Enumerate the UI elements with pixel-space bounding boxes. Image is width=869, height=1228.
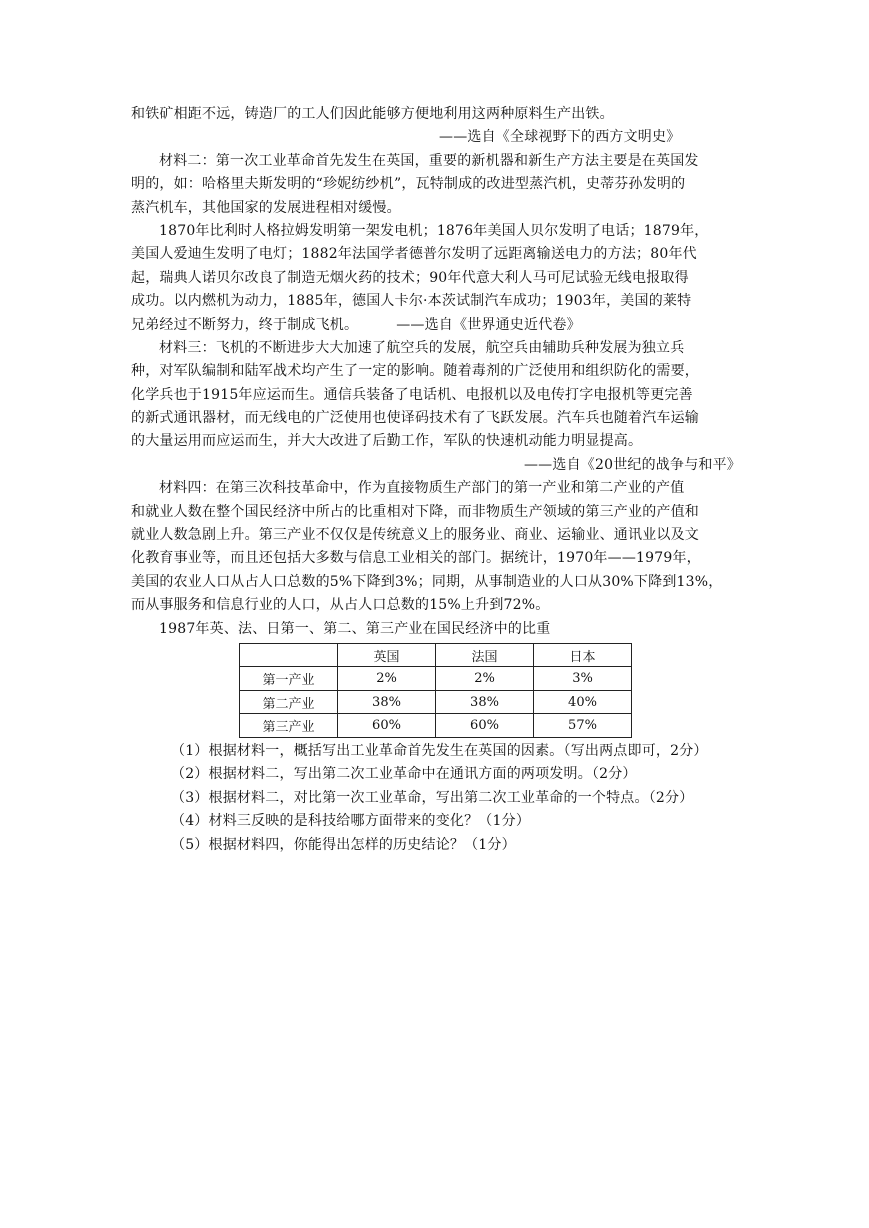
- material4-line: 材料四：在第三次科技革命中，作为直接物质生产部门的第一产业和第二产业的产值: [159, 480, 685, 497]
- material4-line: 就业人数急剧上升。第三产业不仅仅是传统意义上的服务业、商业、运输业、通讯业以及文: [131, 527, 699, 544]
- table-cell: 38%: [338, 690, 436, 714]
- material2-line: 材料二：第一次工业革命首先发生在英国，重要的新机器和新生产方法主要是在英国发: [159, 152, 699, 169]
- table-cell: 第一产业: [240, 667, 338, 691]
- table-cell: 3%: [534, 667, 632, 691]
- table-cell: 60%: [436, 714, 534, 738]
- material3-line: 种，对军队编制和陆军战术均产生了一定的影响。随着毒剂的广泛使用和组织防化的需要，: [131, 363, 699, 380]
- exam-content: [131, 103, 741, 857]
- table-row: [240, 690, 632, 714]
- material4-line: 美国的农业人口从占人口总数的5%下降到3%；同期，从事制造业的人口从30%下降到13%，: [131, 573, 723, 590]
- material3-line: 的新式通讯器材，而无线电的广泛使用也使译码技术有了飞跃发展。汽车兵也随着汽车运输: [131, 410, 699, 427]
- material2-line: 蒸汽机车，其他国家的发展进程相对缓慢。: [131, 199, 401, 216]
- material2-source: ——选自《世界通史近代卷》: [396, 316, 581, 333]
- table-header-cell: 法国: [436, 643, 534, 667]
- table-cell: 2%: [436, 667, 534, 691]
- material2-para2-line: 成功。以内燃机为动力，1885年，德国人卡尔·本茨试制汽车成功；1903年，美国的莱特: [131, 293, 692, 310]
- table-cell: 2%: [338, 667, 436, 691]
- table-cell: 第三产业: [240, 714, 338, 738]
- material3-line: 材料三：飞机的不断进步大大加速了航空兵的发展，航空兵由辅助兵种发展为独立兵: [159, 339, 685, 356]
- table-cell: 第二产业: [240, 690, 338, 714]
- material3-source: ——选自《20世纪的战争与和平》: [523, 456, 741, 473]
- material4-line: 和就业人数在整个国民经济中所占的比重相对下降，而非物质生产领域的第三产业的产值和: [131, 503, 699, 520]
- table-header-cell: 日本: [534, 643, 632, 667]
- material2-line: 明的，如：哈格里夫斯发明的“珍妮纺纱机”，瓦特制成的改进型蒸汽机，史蒂芬孙发明的: [131, 176, 686, 193]
- material2-para2-last: [131, 314, 741, 337]
- table-row: [240, 667, 632, 691]
- material1-tail: 和铁矿相距不远，铸造厂的工人们因此能够方便地利用这两种原料生产出铁。: [131, 106, 614, 122]
- material4-line: 而从事服务和信息行业的人口，从占人口总数的15%上升到72%。: [131, 597, 550, 614]
- material3-line: 的大量运用而应运而生，并大大改进了后勤工作，军队的快速机动能力明显提高。: [131, 433, 643, 450]
- material2-para2-line: 1870年比利时人格拉姆发明第一架发电机；1876年美国人贝尔发明了电话；1879年，: [159, 222, 709, 239]
- question-5: （5）根据材料四，你能得出怎样的历史结论？（1分）: [171, 836, 516, 853]
- question-4: （4）材料三反映的是科技给哪方面带来的变化？（1分）: [171, 813, 531, 830]
- material4-line: 化教育事业等，而且还包括大多数与信息工业相关的部门。据统计，1970年——1979年，: [131, 550, 701, 567]
- question-2: （2）根据材料二，写出第二次工业革命中在通讯方面的两项发明。（2分）: [171, 766, 637, 783]
- table-caption: 1987年英、法、日第一、第二、第三产业在国民经济中的比重: [159, 620, 551, 637]
- table-row: [240, 714, 632, 738]
- table-header-cell: [240, 643, 338, 667]
- table-cell: 60%: [338, 714, 436, 738]
- question-1: （1）根据材料一，概括写出工业革命首先发生在英国的因素。（写出两点即可，2分）: [171, 742, 708, 759]
- table-cell: 40%: [534, 690, 632, 714]
- table-cell: 57%: [534, 714, 632, 738]
- material3-line: 化学兵也于1915年应运而生。通信兵装备了电话机、电报机以及电传打字电报机等更完善: [131, 386, 693, 403]
- question-3: （3）根据材料二，对比第一次工业革命，写出第二次工业革命的一个特点。（2分）: [171, 789, 694, 806]
- table-cell: 38%: [436, 690, 534, 714]
- material1-source: ——选自《全球视野下的西方文明史》: [439, 129, 681, 146]
- table-header-row: [240, 643, 632, 667]
- table-header-cell: 英国: [338, 643, 436, 667]
- material2-para2-line: 美国人爱迪生发明了电灯；1882年法国学者德普尔发明了远距离输送电力的方法；80年代: [131, 246, 697, 263]
- material2-para2-last-text: 兄弟经过不断努力，终于制成飞机。: [131, 316, 359, 333]
- industry-share-table: [239, 643, 632, 738]
- material2-para2-line: 起，瑞典人诺贝尔改良了制造无烟火药的技术；90年代意大利人马可尼试验无线电报取得: [131, 269, 689, 286]
